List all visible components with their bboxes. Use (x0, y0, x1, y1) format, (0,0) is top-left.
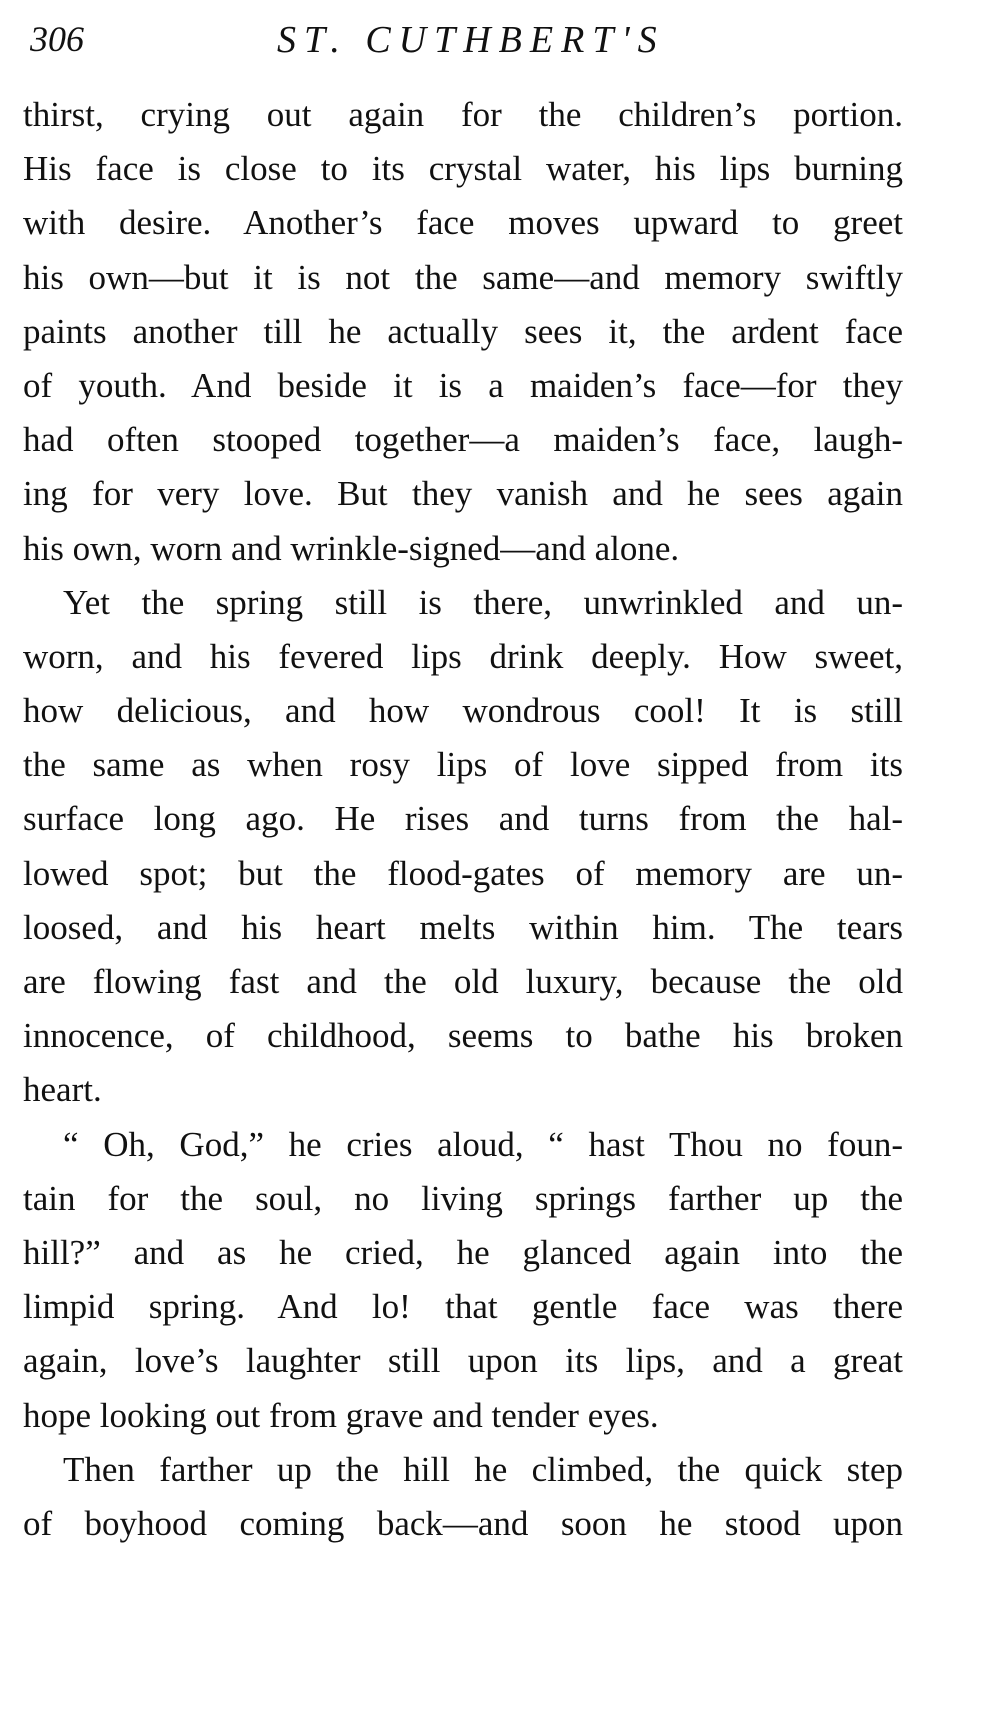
running-head (22, 16, 902, 66)
text-line: again, love’s laughter still upon its lips, and a great (23, 1341, 903, 1381)
text-line: the same as when rosy lips of love sipped from its (23, 745, 903, 785)
text-line: had often stooped together—a maiden’s face, laugh- (23, 420, 903, 460)
text-line: hill?” and as he cried, he glanced again into the (23, 1232, 903, 1272)
running-title: ST. CUTHBERT'S (277, 19, 665, 61)
text-line: surface long ago. He rises and turns from the hal- (23, 799, 903, 839)
text-line: thirst, crying out again for the children’s portion. (23, 95, 903, 134)
text-line: “ Oh, God,” he cries aloud, “ hast Thou no foun- (63, 1124, 903, 1164)
text-line: Yet the spring still is there, unwrinkled and un- (63, 582, 903, 622)
text-line: how delicious, and how wondrous cool! It is still (23, 691, 903, 731)
text-line: of boyhood coming back—and soon he stood upon (23, 1503, 903, 1543)
text-line: Then farther up the hill he climbed, the quick step (63, 1449, 903, 1489)
text-line: hope looking out from grave and tender eyes. (23, 1395, 659, 1435)
body-text (23, 88, 903, 1551)
text-line: heart. (23, 1070, 102, 1110)
text-line: his own, worn and wrinkle-signed—and alone. (23, 528, 680, 568)
text-line: His face is close to its crystal water, his lips burning (23, 149, 903, 189)
text-line: of youth. And beside it is a maiden’s face—for they (23, 365, 903, 405)
text-line: innocence, of childhood, seems to bathe his broken (23, 1016, 903, 1056)
text-line: his own—but it is not the same—and memory swiftly (23, 257, 903, 297)
text-line: with desire. Another’s face moves upward to greet (23, 203, 903, 243)
text-line: are flowing fast and the old luxury, because the old (23, 962, 903, 1001)
text-line: limpid spring. And lo! that gentle face was there (23, 1287, 903, 1327)
text-line: lowed spot; but the flood-gates of memory are un- (23, 853, 903, 893)
text-line: worn, and his fevered lips drink deeply. How sweet, (23, 636, 903, 676)
text-line: loosed, and his heart melts within him. The tears (23, 907, 903, 947)
text-line: ing for very love. But they vanish and he sees again (23, 474, 903, 514)
text-line: paints another till he actually sees it, the ardent face (23, 311, 903, 351)
page-number: 306 (30, 19, 84, 59)
text-line: tain for the soul, no living springs farther up the (23, 1178, 903, 1218)
